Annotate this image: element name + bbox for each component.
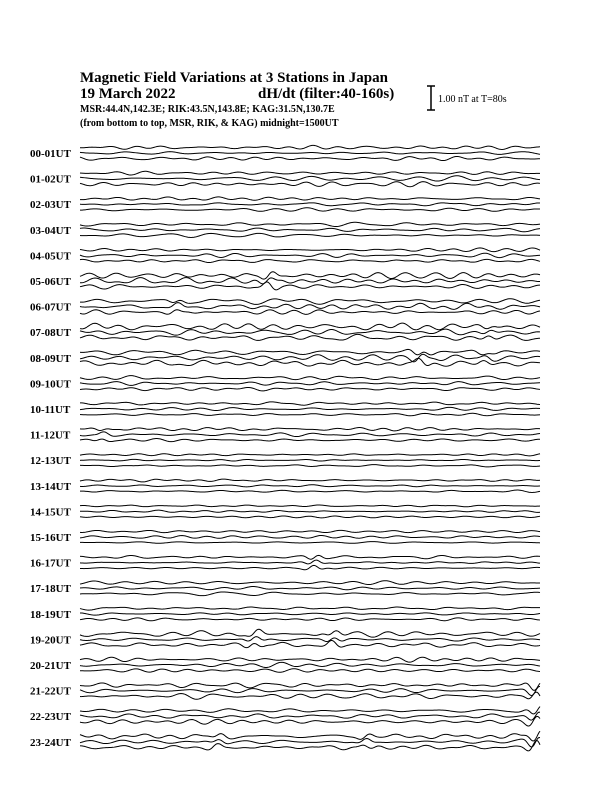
- trace-rik: [80, 686, 540, 695]
- trace-kag: [80, 731, 540, 741]
- trace-kag: [80, 530, 540, 532]
- trace-kag: [80, 683, 540, 690]
- trace-msr: [80, 358, 540, 366]
- trace-msr: [80, 618, 540, 621]
- trace-msr: [80, 439, 540, 442]
- hour-label: 00-01UT: [30, 148, 71, 160]
- trace-kag: [80, 581, 540, 585]
- trace-rik: [80, 203, 540, 206]
- stations-info: MSR:44.4N,142.3E; RIK:43.5N,143.8E; KAG:31.5N,130.7E: [80, 104, 335, 115]
- trace-rik: [80, 662, 540, 667]
- trace-msr: [80, 413, 540, 415]
- trace-rik: [80, 407, 540, 410]
- trace-rik: [80, 560, 540, 564]
- trace-rik: [80, 228, 540, 232]
- trace-msr: [80, 592, 540, 596]
- trace-rik: [80, 587, 540, 590]
- trace-kag: [80, 376, 540, 380]
- trace-kag: [80, 323, 540, 330]
- trace-rik: [80, 303, 540, 310]
- trace-kag: [80, 402, 540, 405]
- hour-label: 19-20UT: [30, 634, 71, 647]
- trace-rik: [80, 329, 540, 335]
- order-info: (from bottom to top, MSR, RIK, & KAG) midnight=1500UT: [80, 118, 339, 129]
- hour-label: 04-05UT: [30, 250, 71, 263]
- trace-msr: [80, 233, 540, 237]
- trace-kag: [80, 555, 540, 559]
- trace-rik: [80, 382, 540, 386]
- trace-msr: [80, 208, 540, 212]
- trace-kag: [80, 171, 540, 175]
- hour-label: 12-13UT: [30, 455, 71, 468]
- hour-label: 11-12UT: [30, 429, 71, 442]
- trace-kag: [80, 607, 540, 610]
- trace-kag: [80, 197, 540, 200]
- hour-label: 22-23UT: [30, 711, 71, 724]
- hour-rows: [30, 145, 540, 751]
- trace-msr: [80, 156, 540, 160]
- chart-title: Magnetic Field Variations at 3 Stations in Japan: [80, 70, 388, 86]
- chart-quantity: dH/dt (filter:40-160s): [258, 86, 395, 102]
- trace-msr: [80, 465, 540, 467]
- trace-kag: [80, 299, 540, 305]
- trace-kag: [80, 479, 540, 482]
- trace-rik: [80, 354, 540, 362]
- trace-msr: [80, 310, 540, 315]
- hour-label: 14-15UT: [30, 506, 71, 519]
- hour-label: 15-16UT: [30, 532, 71, 544]
- hour-label: 18-19UT: [30, 608, 71, 621]
- trace-msr: [80, 490, 540, 492]
- trace-kag: [80, 349, 540, 354]
- trace-msr: [80, 565, 540, 569]
- hour-label: 02-03UT: [30, 199, 71, 212]
- trace-msr: [80, 542, 540, 544]
- trace-msr: [80, 334, 540, 340]
- trace-msr: [80, 182, 540, 187]
- scale-label: 1.00 nT at T=80s: [438, 94, 507, 105]
- hour-label: 20-21UT: [30, 660, 71, 672]
- trace-msr: [80, 692, 540, 699]
- trace-kag: [80, 707, 540, 714]
- trace-rik: [80, 176, 540, 181]
- trace-kag: [80, 657, 540, 662]
- trace-kag: [80, 629, 540, 637]
- hour-label: 23-24UT: [30, 736, 71, 749]
- hour-label: 09-10UT: [30, 378, 71, 391]
- hour-label: 05-06UT: [30, 276, 71, 288]
- trace-rik: [80, 510, 540, 512]
- hour-label: 21-22UT: [30, 685, 71, 698]
- trace-kag: [80, 248, 540, 252]
- trace-rik: [80, 459, 540, 461]
- hour-label: 13-14UT: [30, 480, 71, 493]
- trace-msr: [80, 282, 540, 290]
- trace-kag: [80, 272, 540, 279]
- hour-label: 17-18UT: [30, 583, 71, 596]
- trace-kag: [80, 222, 540, 226]
- hour-label: 01-02UT: [30, 173, 71, 186]
- hour-label: 10-11UT: [30, 404, 71, 416]
- hour-label: 16-17UT: [30, 557, 71, 570]
- hour-label: 08-09UT: [30, 352, 71, 365]
- hour-label: 06-07UT: [30, 301, 71, 314]
- trace-rik: [80, 637, 540, 642]
- trace-rik: [80, 152, 540, 155]
- trace-rik: [80, 432, 540, 437]
- trace-rik: [80, 712, 540, 720]
- trace-kag: [80, 145, 540, 149]
- trace-msr: [80, 259, 540, 262]
- trace-rik: [80, 613, 540, 615]
- trace-msr: [80, 669, 540, 673]
- trace-kag: [80, 505, 540, 507]
- hour-label: 07-08UT: [30, 327, 71, 340]
- chart-date: 19 March 2022: [80, 86, 176, 102]
- trace-msr: [80, 640, 540, 647]
- trace-kag: [80, 454, 540, 456]
- trace-rik: [80, 535, 540, 538]
- trace-msr: [80, 716, 540, 726]
- trace-msr: [80, 387, 540, 390]
- trace-rik: [80, 485, 540, 487]
- trace-msr: [80, 516, 540, 518]
- trace-rik: [80, 253, 540, 257]
- hour-label: 03-04UT: [30, 224, 71, 237]
- trace-rik: [80, 278, 540, 284]
- trace-kag: [80, 428, 540, 431]
